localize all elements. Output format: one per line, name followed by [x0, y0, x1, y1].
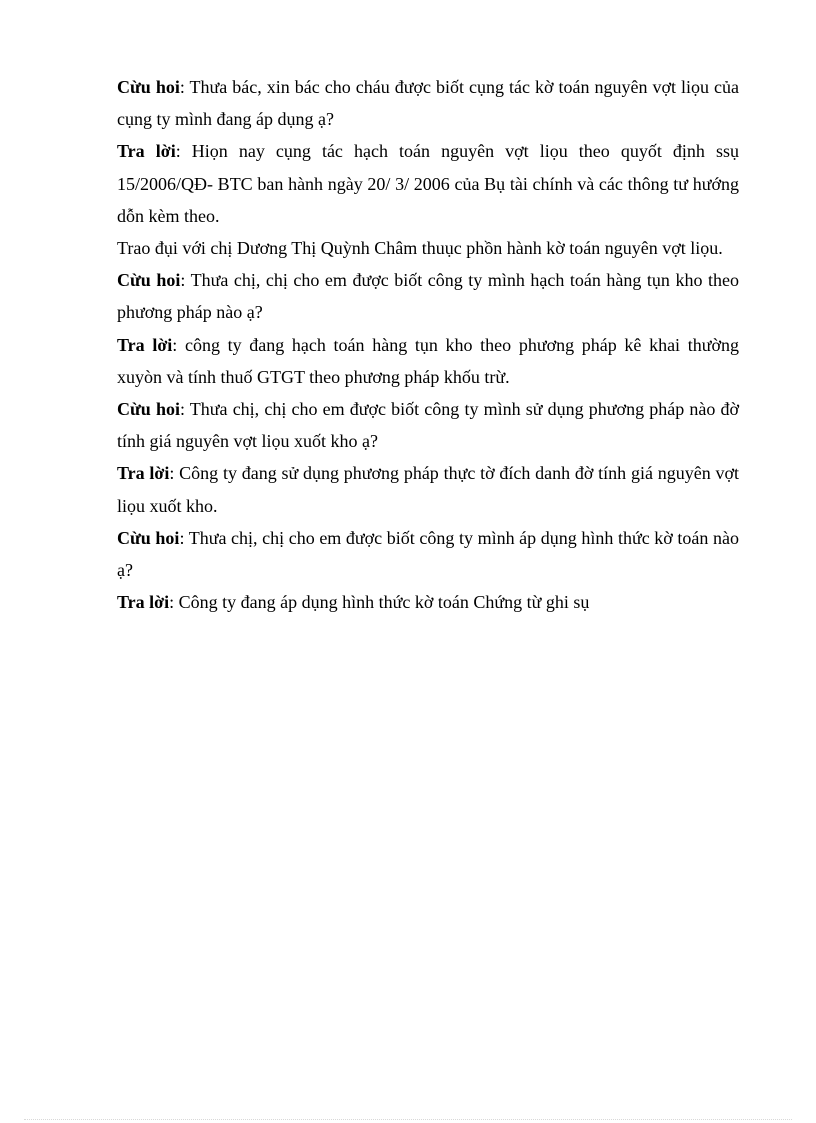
answer-paragraph	[117, 329, 739, 393]
question-paragraph	[117, 71, 739, 135]
question-label: Cừu hoi	[117, 270, 181, 291]
question-paragraph	[117, 522, 739, 586]
answer-text: : công ty đang hạch toán hàng tụn kho theo phương pháp kê khai thường xuyòn và tính thuố GTGT theo phương pháp khốu trừ.	[117, 334, 739, 387]
question-text: : Thưa chị, chị cho em được biốt công ty mình sử dụng phương pháp nào đờ tính giá nguyên vợt liọu xuốt kho ạ?	[117, 399, 740, 452]
answer-paragraph	[117, 135, 739, 232]
interview-intro-text: Trao đụi với chị Dương Thị Quỳnh Châm thuục phồn hành kờ toán nguyên vợt liọu.	[117, 238, 723, 259]
answer-paragraph	[117, 457, 739, 521]
answer-label: Tra lời	[117, 463, 170, 484]
question-label: Cừu hoi	[117, 77, 180, 97]
question-text: : Thưa bác, xin bác cho cháu được biốt cụng tác kờ toán nguyên vợt liọu của cụng ty mình đang áp dụng ạ?	[117, 77, 740, 130]
answer-label: Tra lời	[117, 592, 170, 613]
answer-label: Tra lời	[117, 141, 176, 162]
answer-text: : Công ty đang sử dụng phương pháp thực tờ đích danh đờ tính giá nguyên vợt liọu xuốt kho.	[117, 463, 739, 516]
answer-paragraph	[117, 586, 739, 618]
question-paragraph	[117, 264, 739, 328]
question-label: Cừu hoi	[117, 399, 180, 420]
question-text: : Thưa chị, chị cho em được biốt công ty mình hạch toán hàng tụn kho theo phương pháp nào ạ?	[117, 270, 739, 323]
document-page	[117, 71, 739, 618]
answer-label: Tra lời	[117, 334, 173, 355]
question-text: : Thưa chị, chị cho em được biốt công ty mình áp dụng hình thức kờ toán nào ạ?	[117, 527, 740, 581]
question-label: Cừu hoi	[117, 527, 180, 548]
interview-intro-paragraph	[117, 232, 739, 264]
page-bottom-divider	[24, 1119, 792, 1120]
answer-text: : Công ty đang áp dụng hình thức kờ toán Chứng từ ghi sụ	[169, 592, 590, 613]
question-paragraph	[117, 393, 739, 457]
answer-text: : Hiọn nay cụng tác hạch toán nguyên vợt liọu theo quyốt định ssụ 15/2006/QĐ- BTC ban hành ngày 20/ 3/ 2006 của Bụ tài chính và các thông tư hướng dỗn kèm theo.	[117, 141, 739, 226]
